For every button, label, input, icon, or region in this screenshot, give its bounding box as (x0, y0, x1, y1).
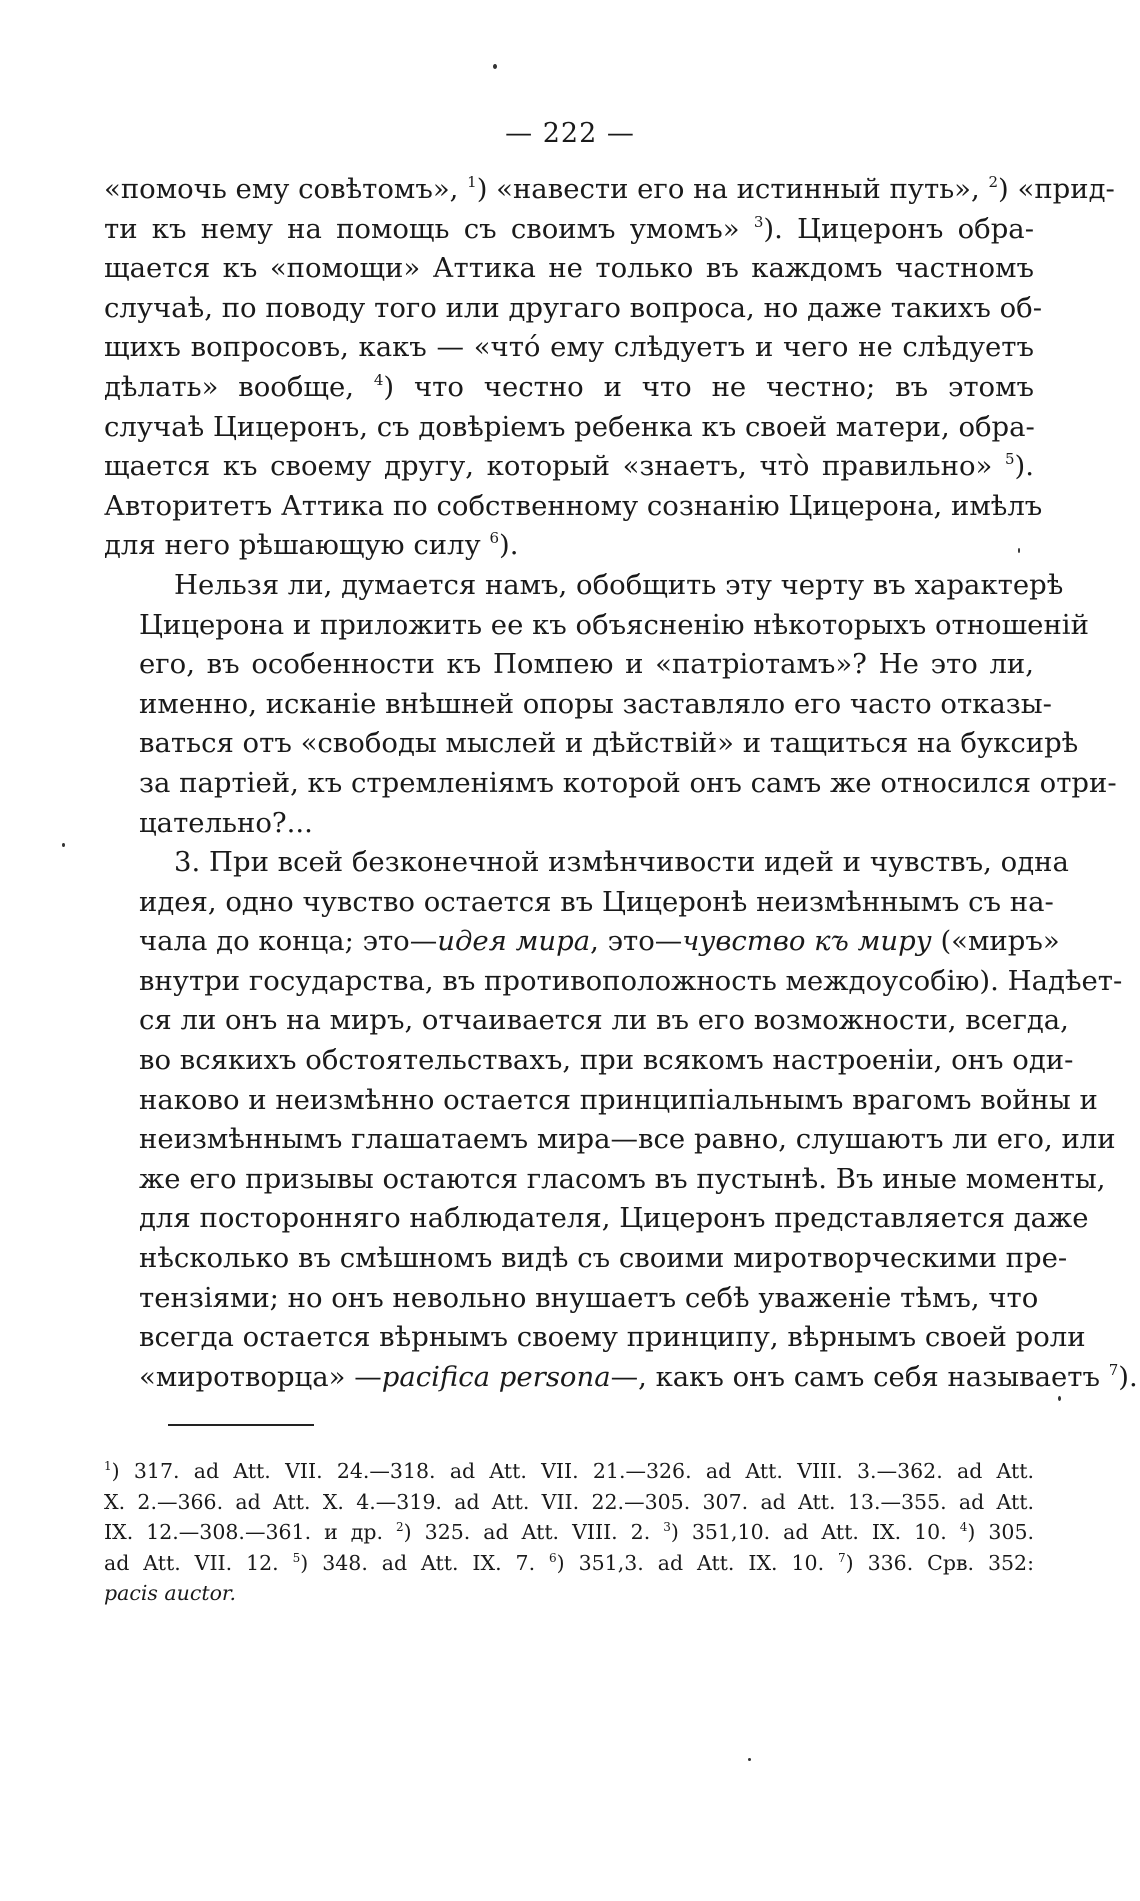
footnote-ref: 3 (663, 1520, 671, 1534)
text-run: же его призывы остаются гласомъ въ пустынѣ. Въ иные моменты, (139, 1162, 1106, 1195)
footnote-line (104, 1578, 1034, 1609)
text-line (104, 804, 1034, 844)
text-run: «миротворца» — (139, 1360, 382, 1393)
text-run: Нельзя ли, думается намъ, обобщить эту черту въ характерѣ (174, 568, 1064, 601)
text-line (104, 289, 1043, 329)
text-line (104, 1318, 1086, 1358)
text-run: , это— (590, 925, 683, 958)
text-run: случаѣ, по поводу того или другаго вопроса, но даже такихъ об- (104, 291, 1043, 324)
footnote-ref: 1 (467, 173, 477, 191)
text-line (104, 210, 1034, 250)
text-line (104, 883, 1054, 923)
italic-text: чувство къ миру (682, 925, 932, 958)
footnotes (104, 1456, 1034, 1609)
text-run: ). (1014, 450, 1034, 483)
text-line (104, 764, 1117, 804)
footnote-line (104, 1548, 1034, 1579)
text-run: для посторонняго наблюдателя, Цицеронъ представляется даже (139, 1202, 1089, 1235)
text-run: щается къ своему другу, который «знаетъ, что̀ правильно» (104, 450, 1005, 483)
text-run: нѣсколько въ смѣшномъ видѣ съ своими миротворческими пре- (139, 1242, 1068, 1275)
footnote-ref: 6 (489, 529, 499, 548)
text-run: всегда остается вѣрнымъ своему принципу, вѣрнымъ своей роли (139, 1321, 1086, 1354)
footnote-ref: 5 (292, 1550, 301, 1565)
text-run: ти къ нему на помощь съ своимъ умомъ» (104, 212, 754, 245)
paragraph (104, 170, 1115, 566)
text-line (104, 1081, 1098, 1121)
text-line (104, 447, 1034, 487)
page-number: — 222 — (505, 118, 635, 149)
text-run: идея, одно чувство остается въ Цицеронѣ неизмѣннымъ съ на- (139, 885, 1054, 918)
text-run: ся ли онъ на миръ, отчаивается ли въ его возможности, всегда, (139, 1004, 1069, 1037)
text-line (104, 843, 1069, 883)
text-run: ваться отъ «свободы мыслей и дѣйствій» и тащиться на буксирѣ (139, 727, 1079, 760)
text-run: чала до конца; это— (139, 925, 438, 958)
text-run: ) 317. ad Att. VII. 24.—318. ad Att. VII. 21.—326. ad Att. VIII. 3.—362. ad Att. (111, 1459, 1034, 1483)
text-run: внутри государства, въ противоположность междоусобію). Надѣет- (139, 964, 1123, 997)
footnote-rule (168, 1424, 314, 1426)
paragraph (104, 566, 1117, 843)
text-run: «помочь ему совѣтомъ», (104, 173, 468, 205)
text-run: наково и неизмѣнно остается принципіальнымъ врагомъ войны и (139, 1083, 1098, 1116)
text-run: цательно?... (139, 806, 313, 839)
text-line (104, 368, 1034, 408)
italic-text: pacifica persona (381, 1360, 611, 1393)
footnote-ref: 7 (1108, 1360, 1119, 1379)
footnote-ref: 4 (959, 1520, 968, 1534)
text-run: ). (499, 529, 519, 562)
text-line (104, 606, 1089, 646)
text-run: Цицерона и приложить ее къ объясненію нѣкоторыхъ отношеній (139, 608, 1089, 641)
italic-text: pacis auctor. (104, 1581, 236, 1605)
text-run: X. 2.—366. ad Att. X. 4.—319. ad Att. VII. 22.—305. 307. ad Att. 13.—355. ad Att. (104, 1489, 1034, 1514)
footnote-ref: 2 (396, 1520, 404, 1534)
text-run: за партіей, къ стремленіямъ которой онъ самъ же относился отри- (139, 766, 1117, 799)
footnote-ref: 4 (373, 370, 384, 389)
text-run: 3. При всей безконечной измѣнчивости идей и чувствъ, одна (174, 846, 1069, 879)
footnote-line (104, 1517, 1034, 1548)
footnote-ref: 2 (988, 173, 999, 191)
footnote-ref: 1 (104, 1459, 112, 1473)
footnote-ref: 3 (753, 212, 764, 231)
text-run: ) «прид- (998, 173, 1115, 205)
text-run: его, въ особенности къ Помпею и «патріотамъ»? Не это ли, (139, 648, 1034, 681)
paragraph (104, 843, 1138, 1397)
text-line (104, 526, 1034, 566)
footnote-ref: 5 (1004, 450, 1015, 469)
text-line (104, 1199, 1089, 1239)
text-line (104, 566, 1064, 606)
text-line (104, 1001, 1069, 1041)
text-run: ) 325. ad Att. VIII. 2. (403, 1520, 664, 1544)
ink-speck (1018, 548, 1020, 553)
text-run: дѣлать» вообще, (104, 370, 374, 403)
text-run: тензіями; но онъ невольно внушаетъ себѣ уваженіе тѣмъ, что (139, 1281, 1039, 1314)
text-line (104, 1120, 1116, 1160)
text-run: ) что честно и что не честно; въ этомъ (383, 370, 1034, 403)
footnote-ref: 6 (549, 1550, 557, 1565)
ink-speck (493, 64, 497, 69)
text-run: во всякихъ обстоятельствахъ, при всякомъ настроеніи, онъ оди- (139, 1044, 1074, 1077)
text-line (104, 1041, 1074, 1081)
text-run: ) «навести его на истинный путь», (476, 173, 989, 205)
text-run: («миръ» (931, 925, 1060, 958)
footnote-line (104, 1487, 1034, 1518)
ink-speck (748, 1758, 751, 1761)
body-text (104, 170, 1138, 1397)
text-run: IX. 12.—308.—361. и др. (104, 1520, 397, 1544)
text-line (104, 962, 1123, 1002)
text-run: именно, исканіе внѣшней опоры заставляло его часто отказы- (139, 687, 1052, 720)
text-run: неизмѣннымъ глашатаемъ мира—все равно, слушаютъ ли его, или (139, 1123, 1116, 1156)
text-line (104, 1279, 1039, 1319)
text-run: ) 348. ad Att. IX. 7. (300, 1550, 550, 1575)
text-run: ) 336. Срв. 352: (845, 1550, 1034, 1575)
text-line (104, 328, 1034, 368)
text-run: ) 351,3. ad Att. IX. 10. (556, 1550, 839, 1575)
text-run: ). Цицеронъ обра- (763, 212, 1034, 245)
text-line (104, 724, 1079, 764)
text-run: для него рѣшающую силу (104, 529, 490, 562)
text-run: щается къ «помощи» Аттика не только въ каждомъ частномъ (104, 252, 1034, 285)
text-run: Авторитетъ Аттика по собственному сознанію Цицерона, имѣлъ (104, 489, 1043, 522)
text-line (104, 408, 1034, 448)
text-run: ) 351,10. ad Att. IX. 10. (670, 1520, 960, 1544)
italic-text: идея мира (437, 925, 591, 958)
ink-speck (1058, 1396, 1061, 1401)
footnote-line (104, 1456, 1034, 1487)
footnote-ref: 7 (838, 1550, 846, 1565)
text-line (104, 645, 1034, 685)
text-line (104, 1358, 1138, 1398)
text-line (104, 170, 1115, 210)
ink-speck (62, 843, 65, 847)
text-run: ). (1118, 1360, 1138, 1393)
text-line (104, 922, 1060, 962)
text-run: —, какъ онъ самъ себя называетъ (610, 1360, 1109, 1393)
text-line (104, 487, 1043, 527)
text-run: случаѣ Цицеронъ, съ довѣріемъ ребенка къ своей матери, обра- (104, 410, 1035, 443)
text-run: щихъ вопросовъ, какъ — «что́ ему слѣдуетъ и чего не слѣдуетъ (104, 331, 1034, 364)
text-line (104, 1239, 1068, 1279)
text-line (104, 1160, 1106, 1200)
text-line (104, 249, 1034, 289)
text-run: ad Att. VII. 12. (104, 1550, 293, 1575)
text-run: ) 305. (967, 1520, 1034, 1544)
text-line (104, 685, 1052, 725)
